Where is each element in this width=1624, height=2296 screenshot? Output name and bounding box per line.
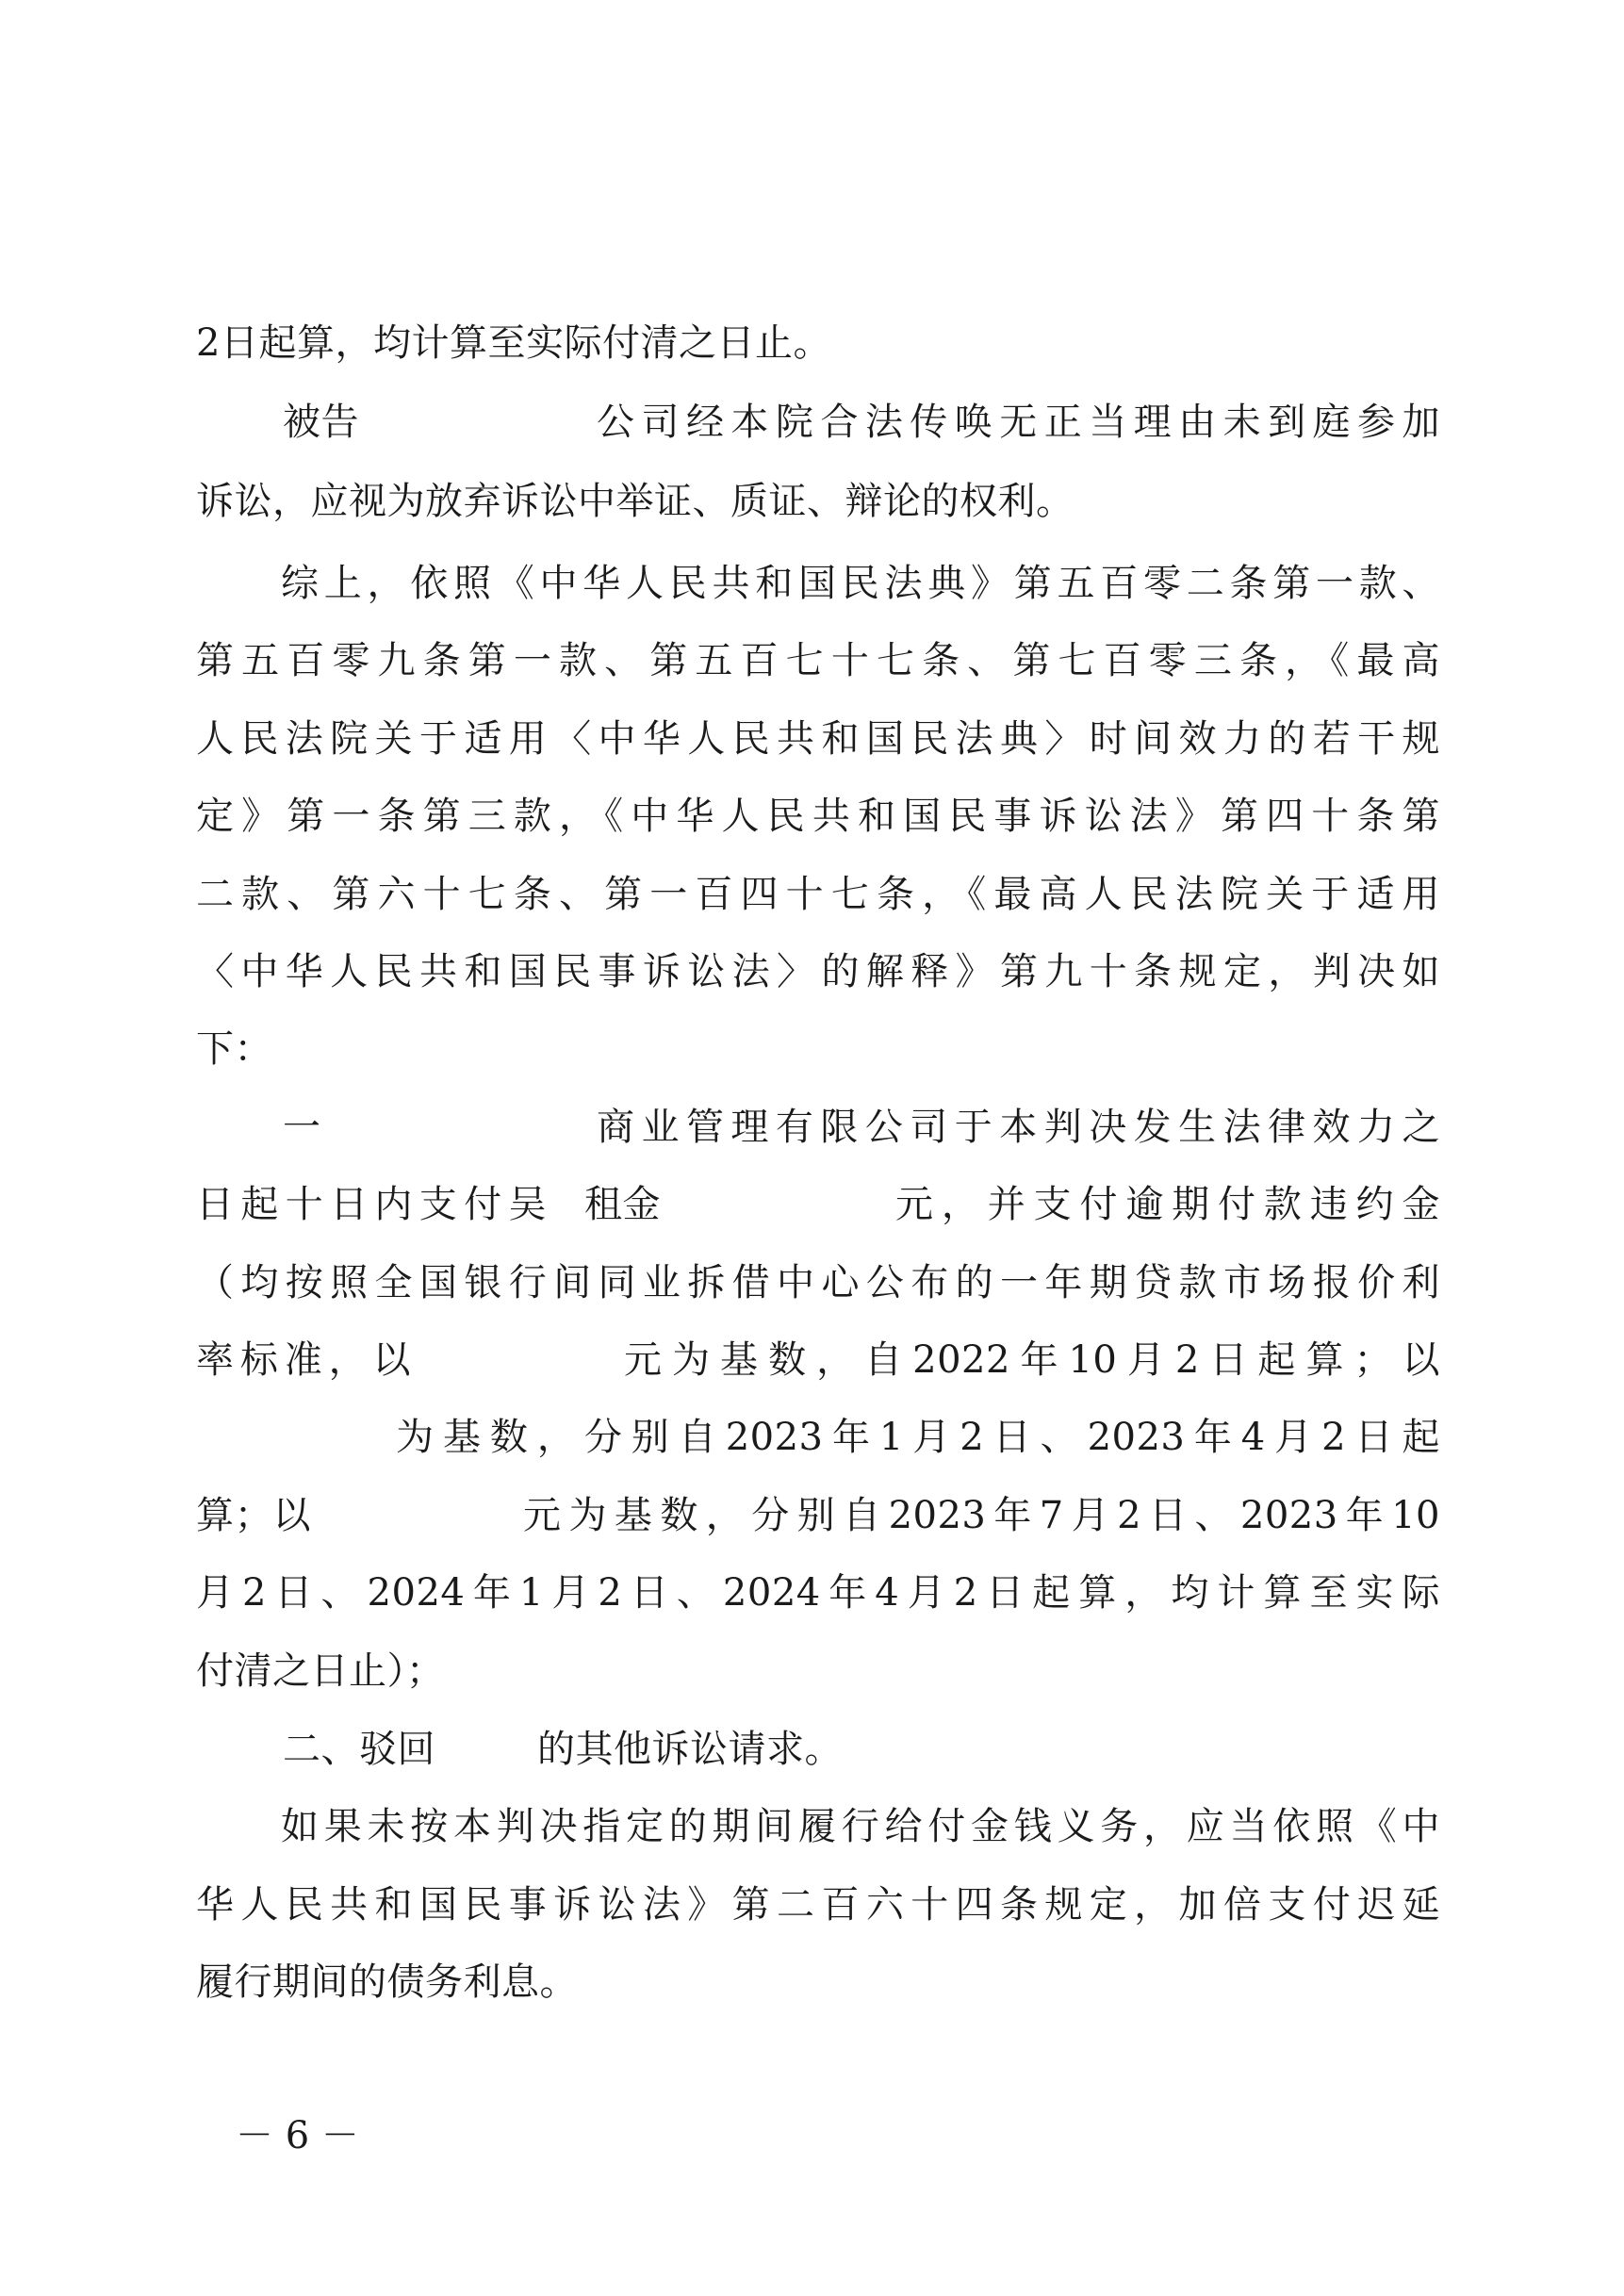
text-line-4: 综上，依照《中华人民共和国民法典》第五百零二条第一款、: [281, 562, 1440, 605]
text-line-13: （均按照全国银行间同业拆借中心公布的一年期贷款市场报价利: [196, 1261, 1440, 1304]
text-line-16: [196, 1487, 1440, 1544]
text-line-12-part-a: 日起十日内支付吴: [196, 1183, 547, 1226]
text-line-21: 华人民共和国民事诉讼法》第二百六十四条规定，加倍支付迟延: [196, 1883, 1440, 1927]
text-line-6: 人民法院关于适用〈中华人民共和国民法典〉时间效力的若干规: [196, 717, 1440, 761]
text-line-19-part-a: 二、驳回: [283, 1728, 435, 1771]
text-line-14: [196, 1332, 1440, 1388]
text-line-9: 〈中华人民共和国民事诉讼法〉的解释》第九十条规定，判决如: [196, 950, 1440, 993]
text-line-14-part-b: 元为基数，自2022年10月2日起算；以: [624, 1338, 1440, 1382]
text-line-11-part-b: 商业管理有限公司于本判决发生法律效力之: [597, 1106, 1440, 1149]
text-line-12-part-b: 租金: [584, 1183, 661, 1226]
text-line-17: 月2日、2024年1月2日、2024年4月2日起算，均计算至实际: [196, 1571, 1440, 1615]
text-line-22: 履行期间的债务利息。: [196, 1960, 578, 2004]
text-line-2: [196, 394, 1440, 451]
text-line-1: 2日起算，均计算至实际付清之日止。: [196, 321, 831, 365]
text-line-11: [196, 1099, 1440, 1156]
text-line-20: 如果未按本判决指定的期间履行给付金钱义务，应当依照《中: [281, 1805, 1440, 1848]
text-line-8: 二款、第六十七条、第一百四十七条，《最高人民法院关于适用: [196, 873, 1440, 916]
text-line-7: 定》第一条第三款，《中华人民共和国民事诉讼法》第四十条第: [196, 795, 1440, 838]
text-line-12-part-c: 元，并支付逾期付款违约金: [895, 1183, 1440, 1226]
text-line-11-part-a: 一: [283, 1106, 321, 1149]
text-line-10: 下：: [196, 1027, 272, 1071]
text-line-5: 第五百零九条第一款、第五百七十七条、第七百零三条，《最高: [196, 639, 1440, 682]
text-line-3: 诉讼，应视为放弃诉讼中举证、质证、辩论的权利。: [196, 480, 1074, 523]
text-line-15: [196, 1409, 1440, 1466]
text-line-18: 付清之日止）；: [196, 1649, 445, 1693]
text-line-2-part-b: 公司经本院合法传唤无正当理由未到庭参加: [597, 401, 1440, 444]
text-line-19: [196, 1721, 1440, 1778]
text-line-16-part-b: 元为基数，分别自2023年7月2日、2023年10: [523, 1494, 1440, 1537]
text-line-14-part-a: 率标准，以: [196, 1338, 411, 1382]
text-line-19-part-b: 的其他诉讼请求。: [537, 1728, 843, 1771]
text-line-2-part-a: 被告: [283, 401, 359, 444]
text-line-16-part-a: 算；以: [196, 1494, 311, 1537]
text-line-15-part-a: 为基数，分别自2023年1月2日、2023年4月2日起: [396, 1416, 1440, 1459]
text-line-12: [196, 1176, 1440, 1233]
page-number: － 6 －: [236, 2114, 359, 2157]
